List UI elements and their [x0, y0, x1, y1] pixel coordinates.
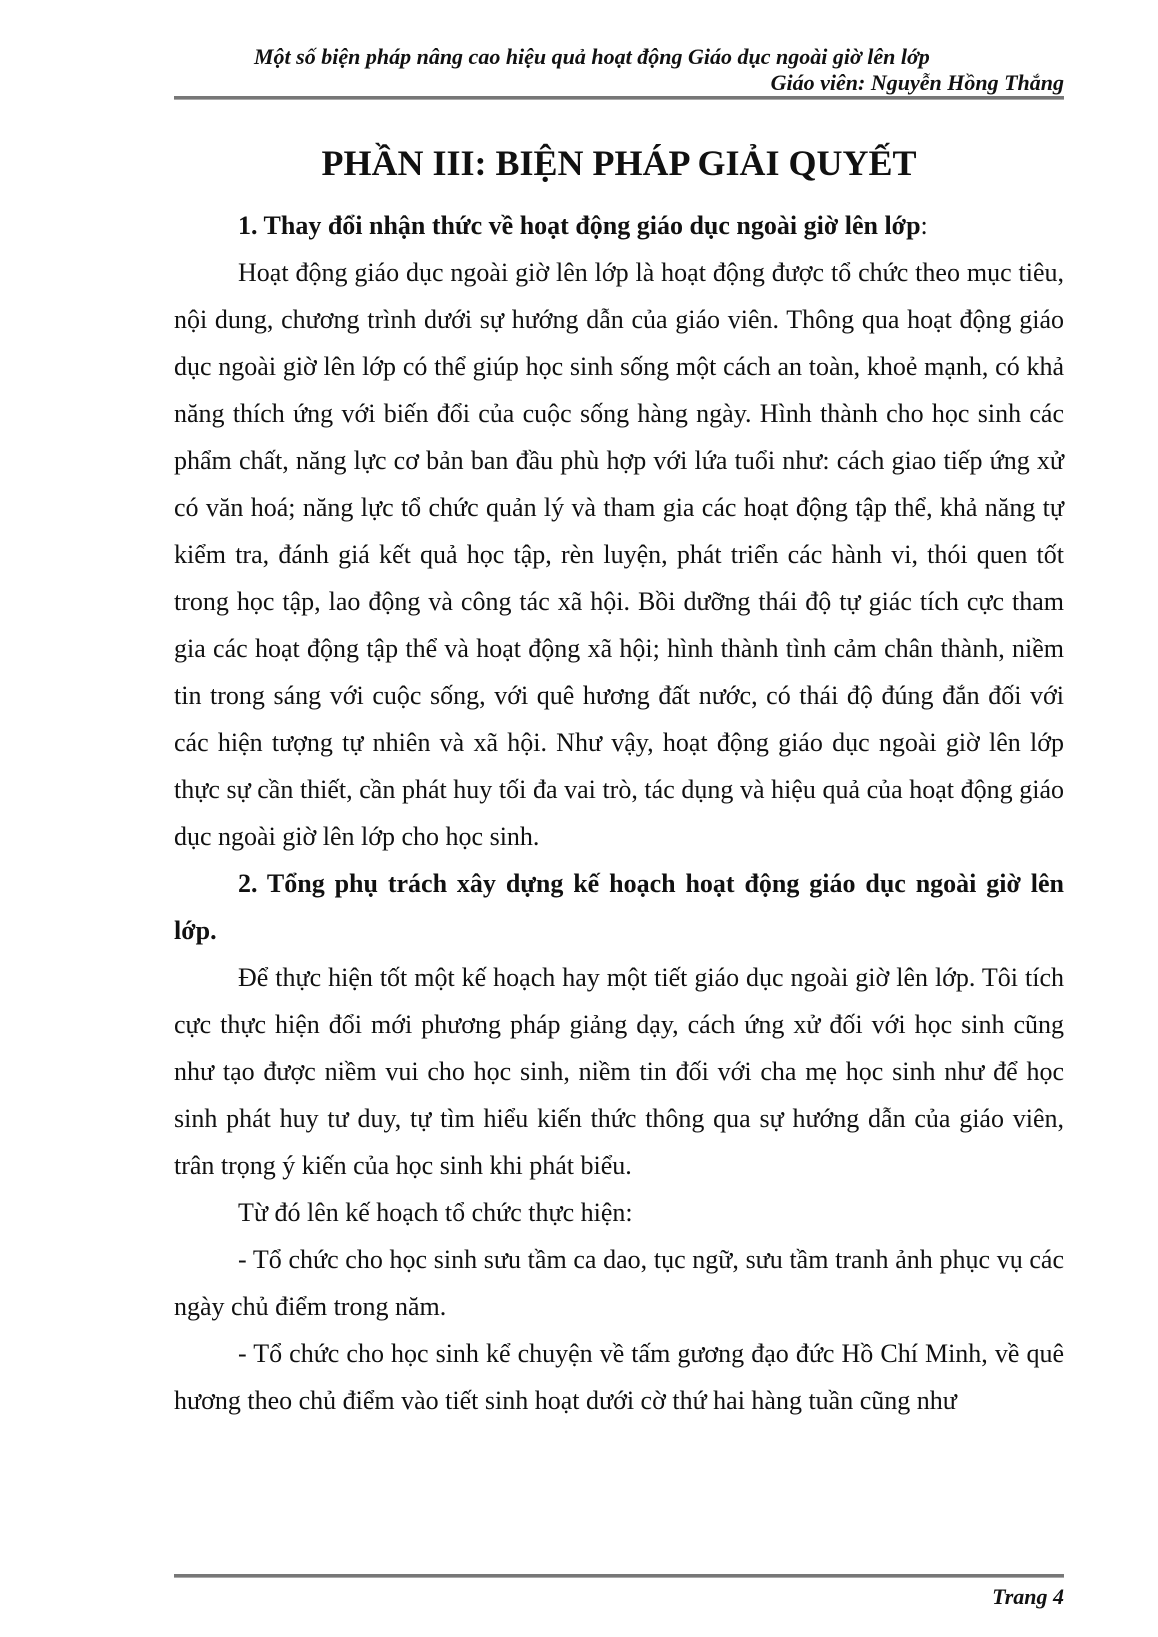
page-title: PHẦN III: BIỆN PHÁP GIẢI QUYẾT — [321, 143, 917, 183]
section-2-paragraph-1: Để thực hiện tốt một kế hoạch hay một tiết giáo dục ngoài giờ lên lớp. Tôi tích cực thực hiện đổi mới phương pháp giảng dạy, cách ứng xử đối với học sinh cũng như tạo được niềm vui cho học sinh, niềm tin đối với cha mẹ học sinh như để học sinh phát huy tư duy, tự tìm hiểu kiến thức thông qua sự hướng dẫn của giáo viên, trân trọng ý kiến của học sinh khi phát biểu. — [174, 963, 1064, 1180]
section-2-bullet-2: - Tổ chức cho học sinh kể chuyện về tấm gương đạo đức Hồ Chí Minh, về quê hương theo chủ điểm vào tiết sinh hoạt dưới cờ thứ hai hàng tuần cũng như — [174, 1339, 1064, 1415]
header-divider — [174, 96, 1064, 100]
document-body — [174, 202, 1064, 1424]
footer-divider — [174, 1574, 1064, 1578]
section-2-paragraph-2: Từ đó lên kế hoạch tổ chức thực hiện: — [238, 1198, 633, 1227]
page-number: Trang 4 — [992, 1584, 1064, 1609]
section-1-heading-text: 1. Thay đổi nhận thức về hoạt động giáo dục ngoài giờ lên lớp — [238, 211, 921, 240]
section-1-heading-colon: : — [920, 211, 928, 240]
header-document-title: Một số biện pháp nâng cao hiệu quả hoạt động Giáo dục ngoài giờ lên lớp — [254, 44, 930, 69]
section-1-heading — [174, 202, 1064, 249]
section-2-heading: 2. Tổng phụ trách xây dựng kế hoạch hoạt động giáo dục ngoài giờ lên lớp. — [174, 869, 1064, 945]
header-teacher-name: Giáo viên: Nguyễn Hồng Thắng — [770, 70, 1064, 95]
section-2-bullet-1: - Tổ chức cho học sinh sưu tầm ca dao, tục ngữ, sưu tầm tranh ảnh phục vụ các ngày chủ điểm trong năm. — [174, 1245, 1064, 1321]
page-header — [174, 44, 1064, 100]
section-1-paragraph: Hoạt động giáo dục ngoài giờ lên lớp là hoạt động được tổ chức theo mục tiêu, nội dung, chương trình dưới sự hướng dẫn của giáo viên. Thông qua hoạt động giáo dục ngoài giờ lên lớp có thể giúp học sinh sống một cách an toàn, khoẻ mạnh, có khả năng thích ứng với biến đổi của cuộc sống hàng ngày. Hình thành cho học sinh các phẩm chất, năng lực cơ bản ban đầu phù hợp với lứa tuổi như: cách giao tiếp ứng xử có văn hoá; năng lực tổ chức quản lý và tham gia các hoạt động tập thể, khả năng tự kiểm tra, đánh giá kết quả học tập, rèn luyện, phát triển các hành vi, thói quen tốt trong học tập, lao động và công tác xã hội. Bồi dưỡng thái độ tự giác tích cực tham gia các hoạt động tập thể và hoạt động xã hội; hình thành tình cảm chân thành, niềm tin trong sáng với cuộc sống, với quê hương đất nước, có thái độ đúng đắn đối với các hiện tượng tự nhiên và xã hội. Như vậy, hoạt động giáo dục ngoài giờ lên lớp thực sự cần thiết, cần phát huy tối đa vai trò, tác dụng và hiệu quả của hoạt động giáo dục ngoài giờ lên lớp cho học sinh. — [174, 258, 1064, 851]
